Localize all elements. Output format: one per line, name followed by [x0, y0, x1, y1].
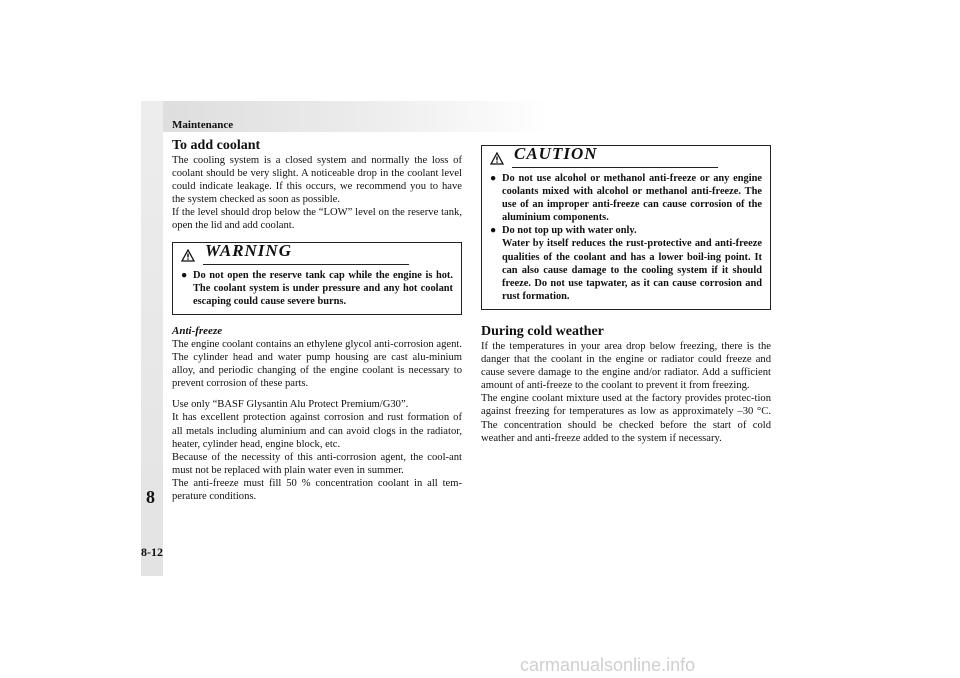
paragraph: The engine coolant mixture used at the factory provides protec-tion against freezing for temperatures as low as approximately –30 °C. The concentration should be checked before the start of cold weather and anti-freeze added to the system if necessary.: [481, 393, 771, 444]
paragraph: If the level should drop below the “LOW” level on the reserve tank, open the lid and add coolant.: [172, 207, 462, 232]
paragraph: Because of the necessity of this anti-corrosion agent, the cool-ant must not be replaced with plain water even in summer.: [172, 451, 462, 476]
caution-title: CAUTION: [514, 144, 598, 163]
caution-rule: [512, 167, 718, 168]
caution-box: [481, 145, 771, 310]
subheading: Anti-freeze: [172, 324, 223, 337]
left-column: [172, 138, 462, 503]
bullet-icon: ●: [181, 269, 188, 281]
caution-header: [482, 146, 770, 170]
running-header: Maintenance: [172, 119, 234, 131]
warning-box: [172, 242, 462, 315]
bullet-icon: ●: [490, 173, 497, 184]
section-title: During cold weather: [481, 323, 604, 339]
warning-title: WARNING: [205, 240, 292, 260]
paragraph: If the temperatures in your area drop below freezing, there is the danger that the coolant in the engine or radiator could freeze and cause severe damage to the engine and/or radiator. Add a sufficient amount of anti-freeze to the coolant to prevent it from freezing.: [481, 340, 771, 392]
caution-item: ● Do not top up with water only. Water by itself reduces the rust-protective and anti-freeze qualities of the coolant and has a lower boil-ing point. It can also cause damage to the cooling system if it should freeze. Do not use tapwater, as it can cause corrosion and rust formation.: [490, 225, 762, 302]
page-number: 8-12: [141, 545, 163, 559]
warning-header: [173, 240, 461, 267]
bullet-icon: ●: [490, 225, 497, 237]
watermark: carmanualsonline.info: [520, 655, 696, 675]
warning-item: ● Do not open the reserve tank cap while the engine is hot. The coolant system is under pressure and any hot coolant escaping could cause severe burns.: [181, 269, 453, 307]
paragraph: It has excellent protection against corrosion and rust formation of all metals including aluminium and can avoid clogs in the radiator, heater, cylinder head, engine block, etc.: [172, 412, 462, 450]
warning-rule: [203, 264, 409, 265]
paragraph: The engine coolant contains an ethylene glycol anti-corrosion agent. The cylinder head and water pump housing are cast alu-minium alloy, and periodic changing of the engine coolant is necessary to prevent corrosion of these parts.: [172, 338, 462, 390]
right-column: [481, 145, 771, 445]
warning-triangle-icon: [181, 249, 195, 262]
caution-item: ● Do not use alcohol or methanol anti-freeze or any engine coolants mixed with alcohol or methanol anti-freeze. The use of an improper anti-freeze can cause corrosion of the aluminium components.: [490, 173, 762, 224]
chapter-tab-number: 8: [146, 487, 155, 507]
paragraph: Use only “BASF Glysantin Alu Protect Premium/G30”.: [172, 399, 409, 411]
paragraph: The anti-freeze must fill 50 % concentration coolant in all tem-perature conditions.: [172, 477, 462, 502]
paragraph: The cooling system is a closed system and normally the loss of coolant should be very slight. A noticeable drop in the coolant level could indicate leakage. If this occurs, we recommend you to have the system checked as soon as possible.: [172, 155, 462, 206]
section-title: To add coolant: [172, 138, 261, 153]
warning-triangle-icon: [490, 152, 504, 165]
